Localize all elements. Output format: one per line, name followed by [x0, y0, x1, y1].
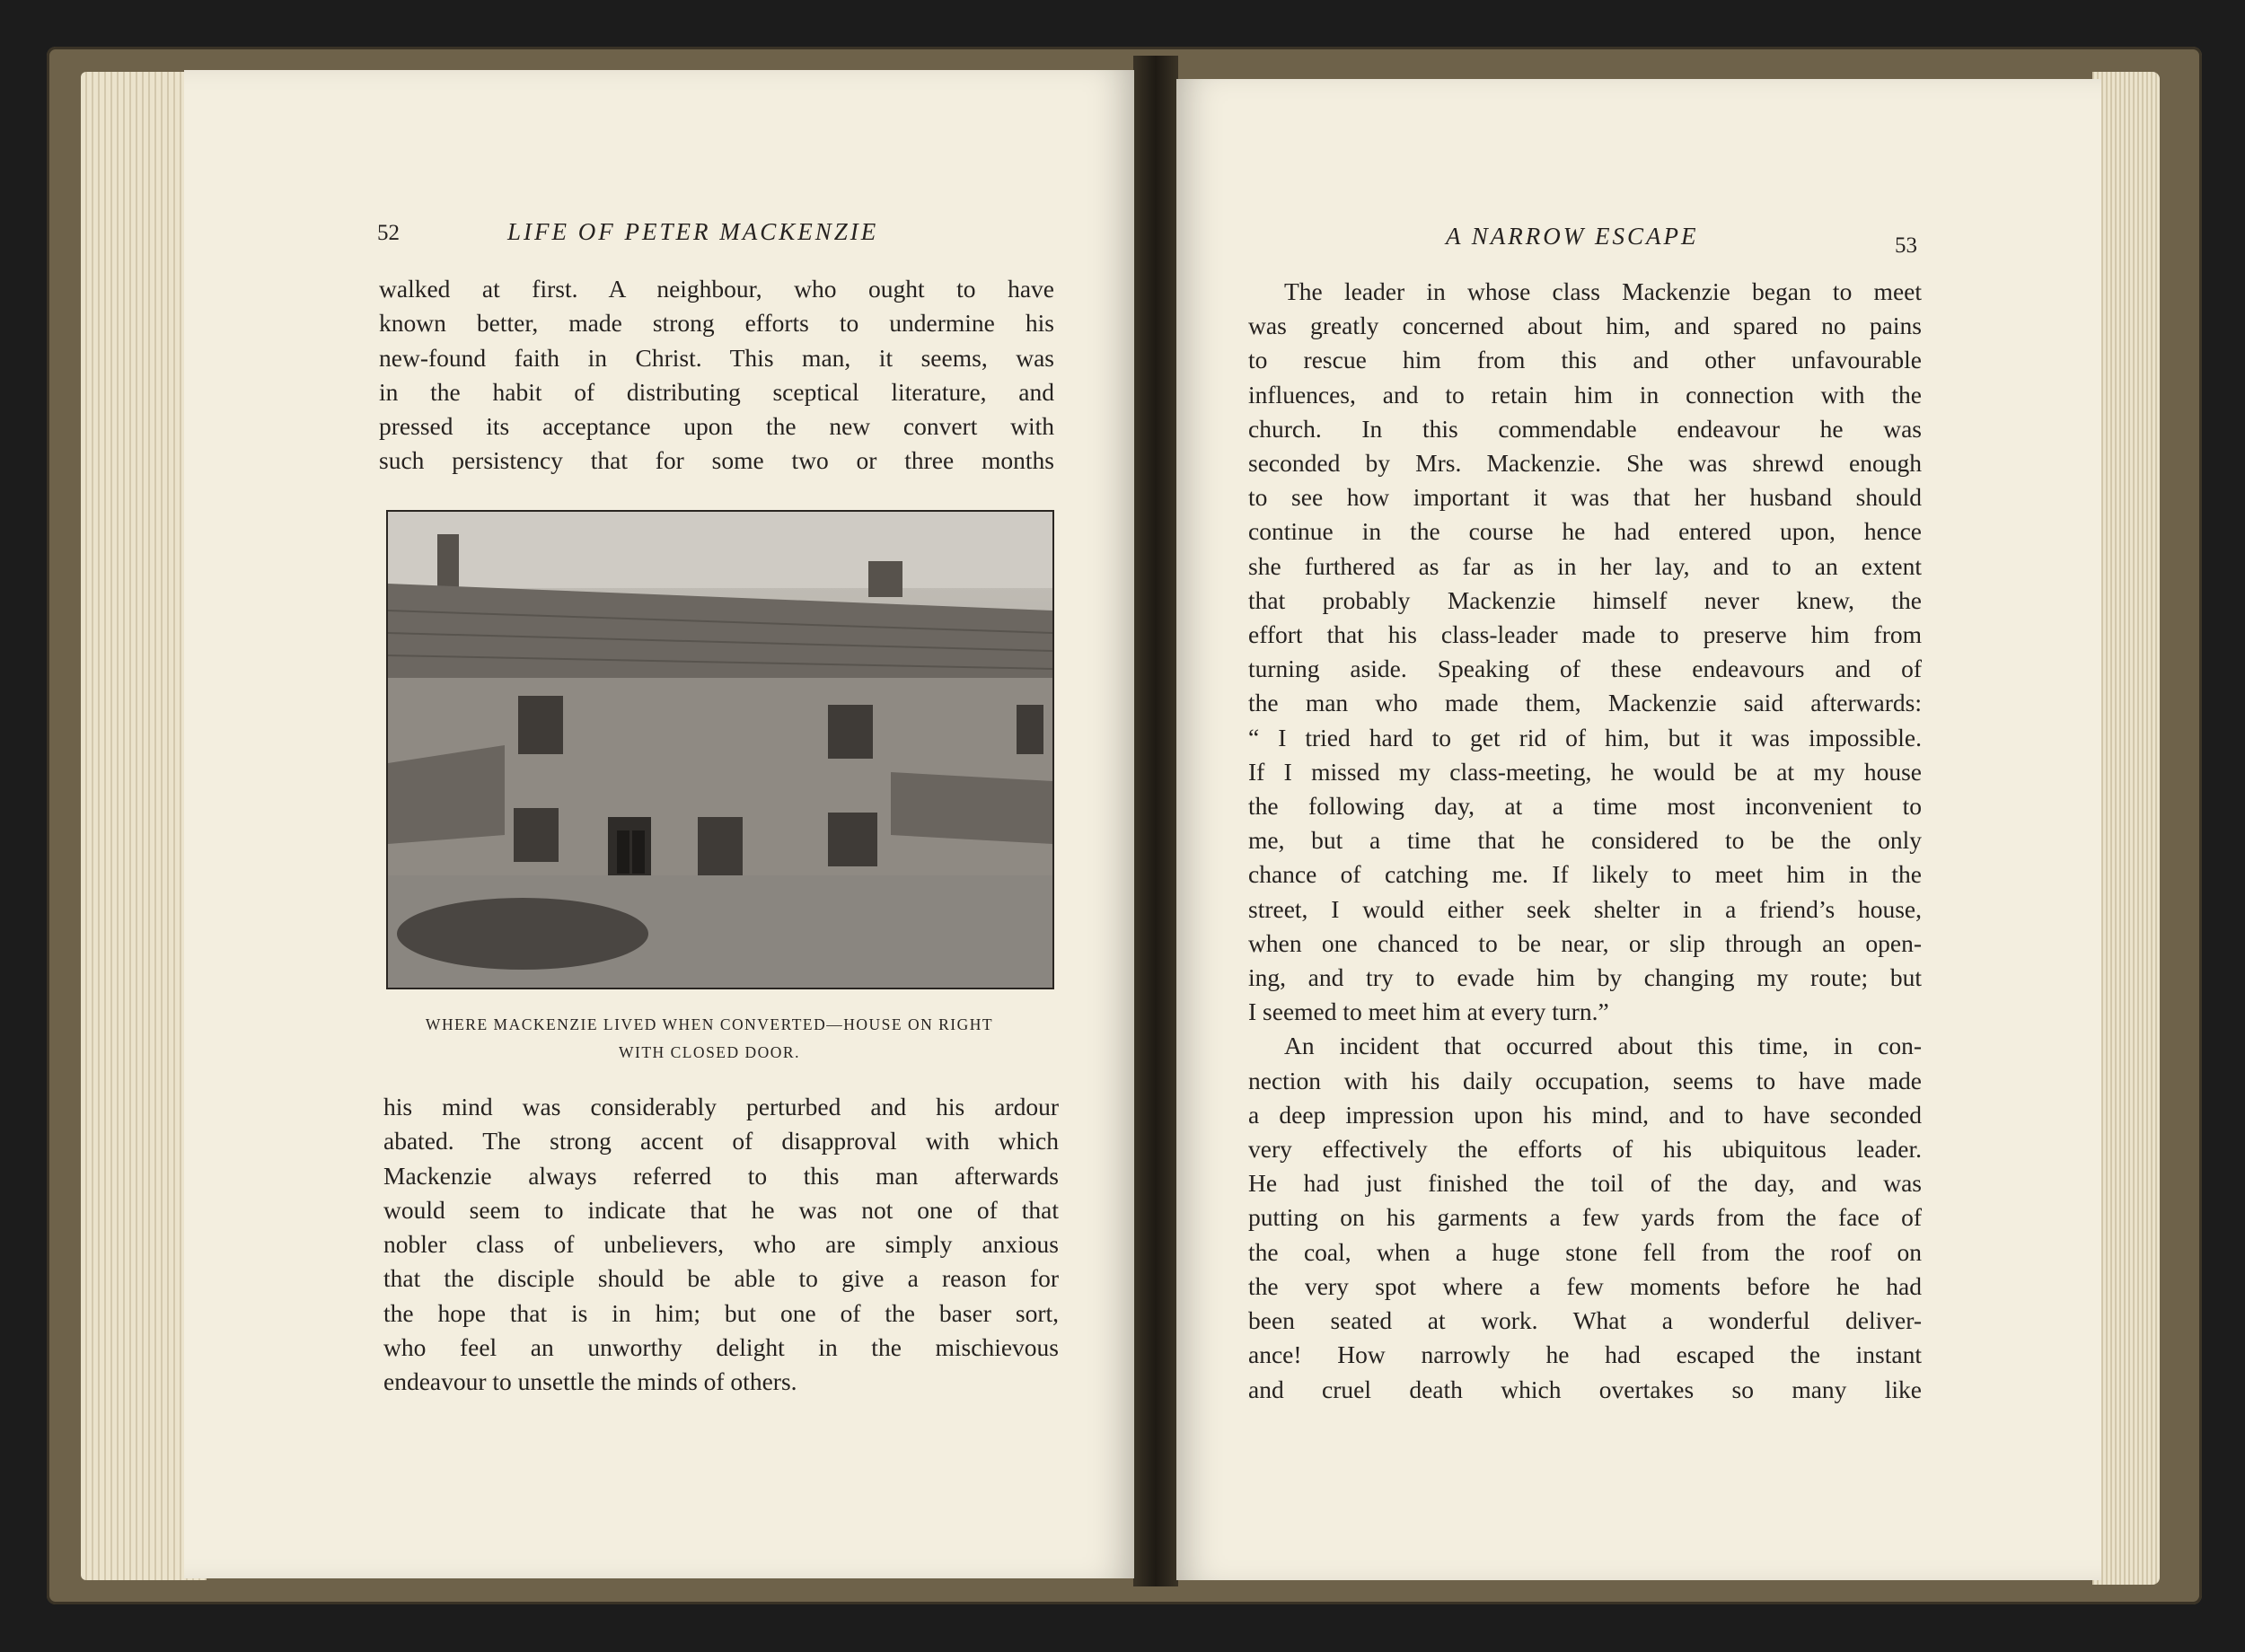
page-number: 53 — [1895, 233, 1917, 258]
text-line: walked at first. A neighbour, who ought to have — [379, 275, 1054, 303]
left-page — [184, 70, 1134, 1578]
text-line: continue in the course he had entered upon, hence — [1248, 517, 1922, 546]
house-photograph — [386, 510, 1054, 989]
text-line: she furthered as far as in her lay, and to an extent — [1248, 551, 1922, 580]
text-line: such persistency that for some two or three months — [379, 446, 1054, 475]
caption-line: WITH CLOSED DOOR. — [619, 1043, 800, 1061]
text-line: was greatly concerned about him, and spared no pains — [1248, 312, 1922, 340]
photo-caption — [337, 1011, 1082, 1067]
text-line: very effectively the efforts of his ubiquitous leader. — [1248, 1135, 1922, 1164]
caption-line: WHERE MACKENZIE LIVED WHEN CONVERTED—HOUSE ON RIGHT — [425, 1015, 994, 1033]
text-line: turning aside. Speaking of these endeavours and of — [1248, 655, 1922, 683]
text-line: The leader in whose class Mackenzie began to meet — [1284, 277, 1922, 305]
right-page-edges — [2092, 72, 2160, 1585]
text-line: the following day, at a time most inconvenient to — [1248, 792, 1922, 821]
text-line: nobler class of unbelievers, who are simply anxious — [383, 1230, 1059, 1259]
text-line: to rescue him from this and other unfavourable — [1248, 346, 1922, 374]
text-line: ance! How narrowly he had escaped the instant — [1248, 1340, 1922, 1369]
text-line: church. In this commendable endeavour he was — [1248, 414, 1922, 443]
text-line: the very spot where a few moments before he had — [1248, 1271, 1922, 1300]
text-line: nection with his daily occupation, seems to have made — [1248, 1066, 1922, 1094]
text-line: a deep impression upon his mind, and to have seconded — [1248, 1100, 1922, 1129]
text-line: the coal, when a huge stone fell from the roof on — [1248, 1237, 1922, 1266]
text-line: that the disciple should be able to give a reason for — [383, 1264, 1059, 1293]
text-line: that probably Mackenzie himself never knew, the — [1248, 585, 1922, 614]
text-line: putting on his garments a few yards from the face of — [1248, 1203, 1922, 1232]
text-line: He had just finished the toil of the day, and was — [1248, 1169, 1922, 1198]
text-line: effort that his class-leader made to preserve him from — [1248, 620, 1922, 649]
text-line: ing, and try to evade him by changing my route; but — [1248, 963, 1922, 992]
text-line: “ I tried hard to get rid of him, but it was impossible. — [1248, 723, 1922, 751]
text-block-bottom — [383, 1090, 1059, 1400]
text-line: new-found faith in Christ. This man, it seems, was — [379, 343, 1054, 372]
running-head: A NARROW ESCAPE — [1446, 223, 1699, 250]
right-page — [1176, 79, 2101, 1580]
text-line: me, but a time that he considered to be the only — [1248, 826, 1922, 855]
text-line: who feel an unworthy delight in the mischievous — [383, 1333, 1059, 1362]
text-line: and cruel death which overtakes so many like — [1248, 1375, 1922, 1403]
book-gutter — [1133, 56, 1178, 1586]
text-line: when one chanced to be near, or slip through an open- — [1248, 928, 1922, 957]
text-line: pressed its acceptance upon the new convert with — [379, 412, 1054, 441]
text-line: known better, made strong efforts to undermine his — [379, 309, 1054, 338]
text-block — [1248, 275, 1922, 1407]
text-line: would seem to indicate that he was not one of that — [383, 1195, 1059, 1224]
text-line: in the habit of distributing sceptical literature, and — [379, 377, 1054, 406]
text-line: abated. The strong accent of disapproval with which — [383, 1127, 1059, 1156]
text-block-top — [379, 272, 1054, 479]
text-line: I seemed to meet him at every turn.” — [1248, 997, 1609, 1026]
text-line: chance of catching me. If likely to meet him in the — [1248, 860, 1922, 889]
text-line: Mackenzie always referred to this man afterwards — [383, 1161, 1059, 1190]
text-line: been seated at work. What a wonderful deliver- — [1248, 1306, 1922, 1335]
text-line: endeavour to unsettle the minds of others. — [383, 1367, 797, 1396]
text-line: An incident that occurred about this time, in con- — [1284, 1032, 1922, 1060]
text-line: his mind was considerably perturbed and his ardour — [383, 1093, 1059, 1120]
text-line: to see how important it was that her husband should — [1248, 483, 1922, 512]
page-number: 52 — [377, 221, 400, 245]
text-line: seconded by Mrs. Mackenzie. She was shrewd enough — [1248, 449, 1922, 478]
text-line: If I missed my class-meeting, he would be at my house — [1248, 757, 1922, 786]
text-line: influences, and to retain him in connection with the — [1248, 380, 1922, 409]
text-line: the hope that is in him; but one of the baser sort, — [383, 1298, 1059, 1327]
text-line: street, I would either seek shelter in a friend’s house, — [1248, 894, 1922, 923]
running-head: LIFE OF PETER MACKENZIE — [507, 218, 879, 245]
house-illustration — [388, 512, 1052, 988]
text-line: the man who made them, Mackenzie said afterwards: — [1248, 689, 1922, 717]
